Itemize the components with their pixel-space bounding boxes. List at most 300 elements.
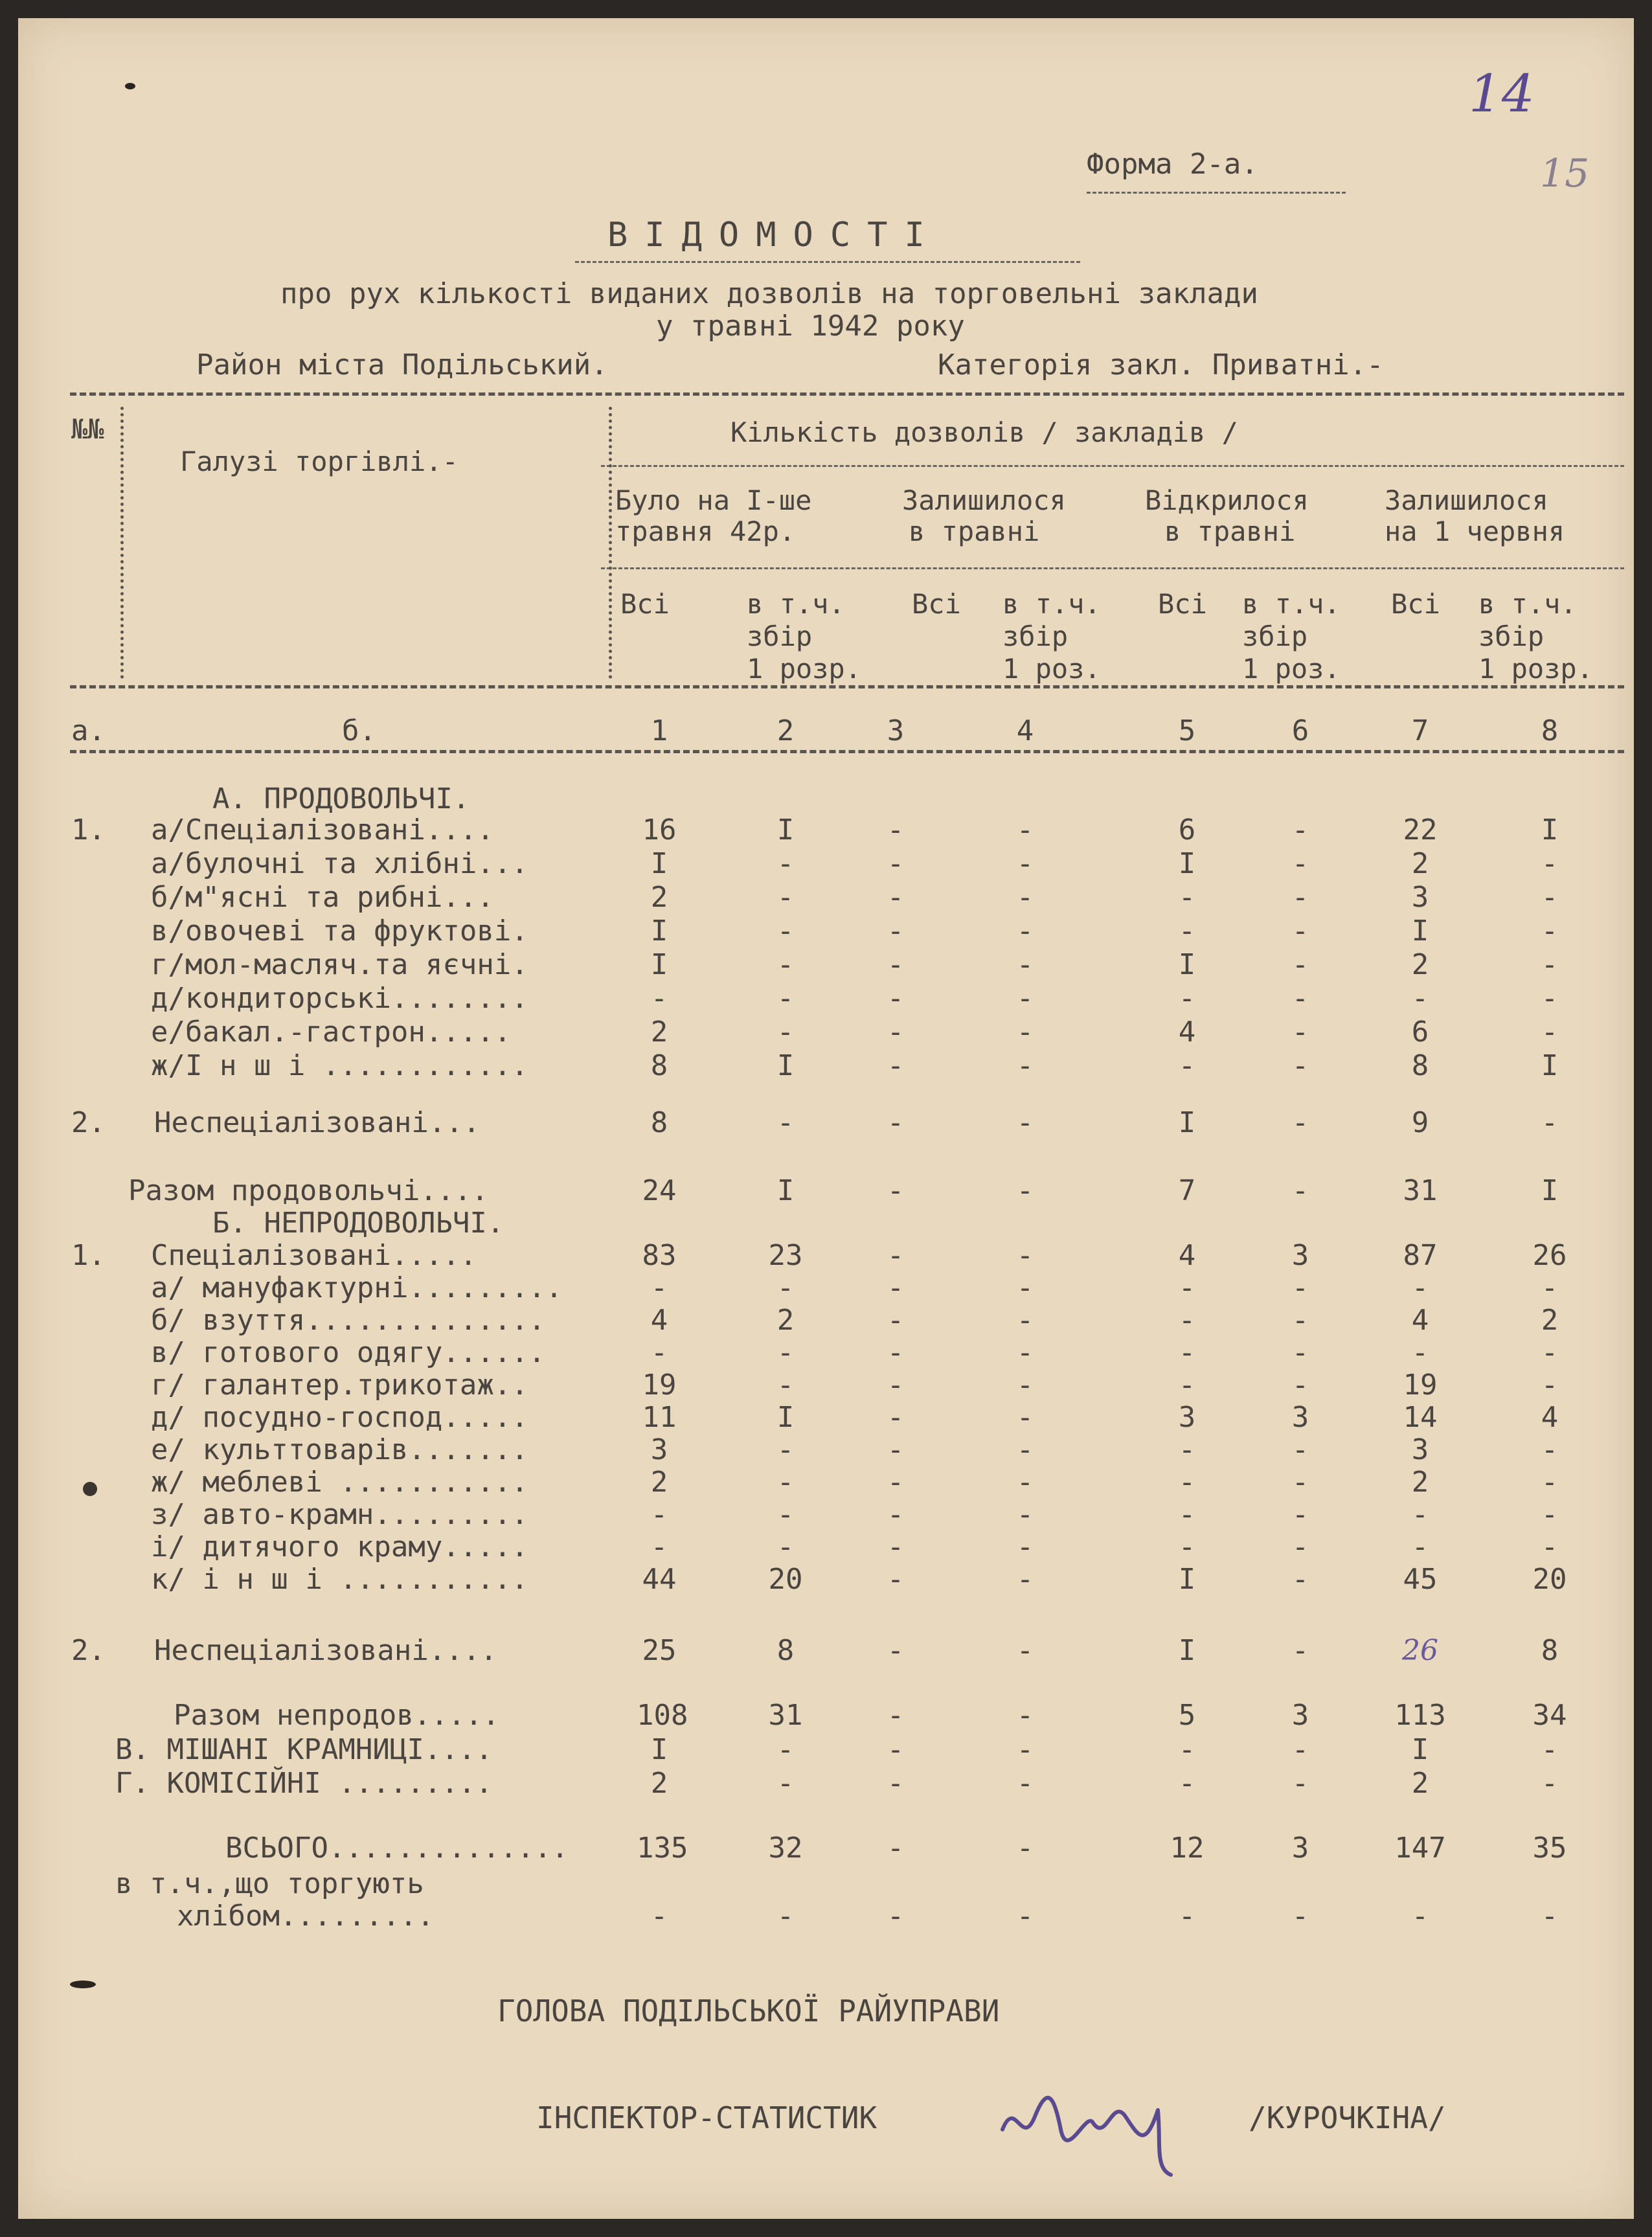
cell-7: 9 (1411, 1106, 1429, 1139)
cell-3: - (887, 847, 905, 880)
table-row (18, 1733, 1634, 1769)
row-label: Неспеціалізовані.... (154, 1634, 497, 1667)
cell-5: - (1178, 1498, 1196, 1531)
cell-3: - (887, 982, 905, 1015)
cell-3: - (887, 813, 905, 846)
cell-3: - (887, 1563, 905, 1596)
subheader-all-3: Всі (1158, 588, 1207, 620)
colnum-4: 4 (1016, 714, 1034, 747)
cell-6: - (1291, 1466, 1309, 1499)
cell-6: - (1291, 1900, 1309, 1933)
cell-4: - (1016, 881, 1034, 914)
cell-2: I (776, 1174, 795, 1207)
cell-4: - (1016, 1733, 1034, 1766)
cell-5: - (1178, 1767, 1196, 1800)
cell-4: - (1016, 1466, 1034, 1499)
cell-4: - (1016, 1368, 1034, 1402)
cell-2: - (776, 1016, 795, 1049)
cell-8: - (1541, 1530, 1559, 1563)
header-bottom-rule (70, 685, 1624, 688)
cell-5: - (1178, 914, 1196, 948)
cell-5: - (1178, 1530, 1196, 1563)
cell-5: - (1178, 1368, 1196, 1402)
cell-7: 87 (1403, 1239, 1438, 1272)
cell-6: 3 (1291, 1699, 1309, 1732)
cell-1: I (650, 948, 668, 981)
cell-4: - (1016, 948, 1034, 981)
subheader-incl-4-c: 1 розр. (1478, 653, 1594, 685)
cell-8: - (1541, 1733, 1559, 1766)
row-number: 1. (71, 813, 106, 846)
row-label: Спеціалізовані..... (151, 1239, 477, 1272)
inspector-signature-line: ІНСПЕКТОР-СТАТИСТИК (536, 2100, 877, 2135)
cell-1: 19 (642, 1368, 677, 1402)
title-underline (575, 261, 1080, 263)
cell-7: I (1411, 1733, 1429, 1766)
colnum-b: б. (342, 714, 376, 747)
district-label: Район міста Подільський. (196, 348, 608, 381)
subheader-incl-4: в т.ч. (1478, 588, 1577, 620)
cell-1: - (650, 1900, 668, 1933)
cell-5: - (1178, 1733, 1196, 1766)
cell-8: - (1541, 948, 1559, 981)
cell-6: - (1291, 1271, 1309, 1304)
cell-2: 23 (768, 1239, 803, 1272)
cell-1: 2 (650, 1767, 668, 1800)
table-row (18, 1433, 1634, 1470)
cell-3: - (887, 1049, 905, 1082)
cell-6: - (1291, 881, 1309, 914)
subheader-incl-2-b: збір (1002, 620, 1069, 652)
cell-8: - (1541, 1900, 1559, 1933)
row-label: е/ культтоварів....... (151, 1433, 528, 1466)
subheader-incl-1-c: 1 розр. (747, 653, 862, 685)
sheet-number: 14 (1469, 63, 1535, 124)
head-signature-line: ГОЛОВА ПОДІЛЬСЬКОЇ РАЙУПРАВИ (497, 1993, 1000, 2028)
cell-6: - (1291, 1433, 1309, 1466)
cell-5: - (1178, 881, 1196, 914)
cell-2: - (776, 1733, 795, 1766)
cell-8: - (1541, 1498, 1559, 1531)
cell-2: I (776, 1401, 795, 1434)
cell-2: I (776, 1049, 795, 1082)
cell-2: - (776, 1530, 795, 1563)
cell-5: I (1178, 847, 1196, 880)
cell-1: 2 (650, 1466, 668, 1499)
cell-2: - (776, 982, 795, 1015)
cell-2: - (776, 1498, 795, 1531)
category-label: Категорія закл. Приватні.- (938, 348, 1384, 381)
table-row (18, 1498, 1634, 1534)
table-row (18, 1049, 1634, 1085)
cell-4: - (1016, 1106, 1034, 1139)
table-row-subtotal (18, 1174, 1634, 1210)
table-row (18, 881, 1634, 917)
cell-5: I (1178, 948, 1196, 981)
row-label: е/бакал.-гастрон..... (151, 1016, 512, 1049)
header-period-4-line1: Залишилося (1385, 484, 1548, 516)
header-period-2-line1: Залишилося (902, 484, 1066, 516)
cell-1: 8 (650, 1106, 668, 1139)
inspector-name: /КУРОЧКІНА/ (1249, 2100, 1446, 2135)
cell-6: - (1291, 1049, 1309, 1082)
cell-8: - (1541, 1466, 1559, 1499)
row-label: г/ галантер.трикотаж.. (151, 1368, 528, 1402)
cell-1: 83 (642, 1239, 677, 1272)
cell-3: - (887, 1106, 905, 1139)
cell-5: 3 (1178, 1401, 1196, 1434)
cell-5: I (1178, 1563, 1196, 1596)
row-label: д/ посудно-господ..... (151, 1401, 528, 1434)
row-label: а/Спеціалізовані.... (151, 813, 494, 846)
period-rule (601, 567, 1624, 569)
subheader-incl-3: в т.ч. (1242, 588, 1341, 620)
cell-7: 4 (1411, 1304, 1429, 1337)
cell-2: - (776, 1433, 795, 1466)
table-row (18, 1767, 1634, 1803)
cell-8: - (1541, 1271, 1559, 1304)
table-row (18, 1530, 1634, 1567)
cell-8: - (1541, 1106, 1559, 1139)
cell-7: - (1411, 1271, 1429, 1304)
cell-2: - (776, 914, 795, 948)
table-row (18, 1466, 1634, 1502)
cell-8: - (1541, 1433, 1559, 1466)
row-label: В. МІШАНІ КРАМНИЦІ.... (115, 1733, 493, 1766)
cell-6: 3 (1291, 1239, 1309, 1272)
cell-1: I (650, 914, 668, 948)
row-label: в/ готового одягу...... (151, 1336, 546, 1369)
cell-8: 2 (1541, 1304, 1559, 1337)
cell-5: I (1178, 1634, 1196, 1667)
cell-1: - (650, 1271, 668, 1304)
cell-3: - (887, 881, 905, 914)
cell-5: - (1178, 1049, 1196, 1082)
colnum-8: 8 (1541, 714, 1559, 747)
row-number: 2. (71, 1106, 106, 1139)
cell-4: - (1016, 1049, 1034, 1082)
cell-5: - (1178, 1304, 1196, 1337)
cell-1: 24 (642, 1174, 677, 1207)
cell-1: - (650, 982, 668, 1015)
row-label: і/ дитячого краму..... (151, 1530, 528, 1563)
cell-7: - (1411, 1530, 1429, 1563)
cell-1: 2 (650, 881, 668, 914)
cell-1: 11 (642, 1401, 677, 1434)
subheader-incl-2: в т.ч. (1002, 588, 1101, 620)
cell-8: I (1541, 1049, 1559, 1082)
cell-5: - (1178, 982, 1196, 1015)
row-label: б/м"ясні та рибні... (151, 881, 494, 914)
header-branch-col: Галузі торгівлі.- (180, 446, 458, 477)
cell-6: - (1291, 1767, 1309, 1800)
document-subtitle: про рух кількості виданих дозволів на торговельні заклади (280, 277, 1258, 310)
cell-6: - (1291, 1016, 1309, 1049)
cell-4: - (1016, 1634, 1034, 1667)
cell-1: 44 (642, 1563, 677, 1596)
cell-3: - (887, 1767, 905, 1800)
cell-3: - (887, 1016, 905, 1049)
cell-4: - (1016, 1563, 1034, 1596)
cell-8: - (1541, 881, 1559, 914)
cell-4: - (1016, 1433, 1034, 1466)
table-row (18, 1634, 1634, 1670)
cell-6: - (1291, 914, 1309, 948)
cell-2: - (776, 847, 795, 880)
colnum-2: 2 (776, 714, 795, 747)
cell-4: - (1016, 1016, 1034, 1049)
row-label: хлібом......... (177, 1900, 435, 1933)
cell-4: - (1016, 813, 1034, 846)
cell-6: - (1291, 1634, 1309, 1667)
cell-7: - (1411, 1900, 1429, 1933)
cell-7: 3 (1411, 881, 1429, 914)
header-group: Кількість дозволів / закладів / (730, 416, 1238, 448)
table-row (18, 1016, 1634, 1052)
cell-4: - (1016, 1304, 1034, 1337)
row-label: ж/І н ш і ............ (151, 1049, 528, 1082)
cell-4: - (1016, 1699, 1034, 1732)
colnum-5: 5 (1178, 714, 1196, 747)
cell-7: 3 (1411, 1433, 1429, 1466)
header-period-2-line2: в травні (909, 516, 1040, 547)
table-row (18, 1368, 1634, 1405)
cell-2: - (776, 1368, 795, 1402)
colnum-7: 7 (1411, 714, 1429, 747)
row-label: б/ взуття.............. (151, 1304, 546, 1337)
cell-8: 4 (1541, 1401, 1559, 1434)
cell-8: 20 (1532, 1563, 1567, 1596)
cell-2: - (776, 1271, 795, 1304)
cell-6: - (1291, 982, 1309, 1015)
cell-3: - (887, 1466, 905, 1499)
cell-4: - (1016, 1832, 1034, 1865)
cell-7: 22 (1403, 813, 1438, 846)
cell-7-handwritten: 26 (1402, 1634, 1438, 1667)
row-label: Разом продовольчі.... (128, 1174, 489, 1207)
cell-4: - (1016, 1767, 1034, 1800)
cell-3: - (887, 1498, 905, 1531)
cell-3: - (887, 1174, 905, 1207)
cell-5: 4 (1178, 1016, 1196, 1049)
cell-5: 5 (1178, 1699, 1196, 1732)
subheader-incl-1: в т.ч. (747, 588, 845, 620)
subheader-incl-3-c: 1 роз. (1242, 653, 1341, 685)
header-num-col: №№ (71, 413, 104, 445)
row-label: а/ мануфактурні......... (151, 1271, 563, 1304)
cell-7: 2 (1411, 948, 1429, 981)
cell-1: 3 (650, 1433, 668, 1466)
document-title: ВІДОМОСТІ (607, 216, 942, 255)
cell-2: - (776, 881, 795, 914)
cell-1: - (650, 1530, 668, 1563)
cell-8: 8 (1541, 1634, 1559, 1667)
form-label: Форма 2-а. (1087, 148, 1258, 181)
cell-1: - (650, 1498, 668, 1531)
row-label: в/овочеві та фруктові. (151, 914, 528, 948)
table-row (18, 1239, 1634, 1275)
colnum-a: а. (71, 714, 106, 747)
table-row (18, 1900, 1634, 1936)
cell-8: 35 (1532, 1832, 1567, 1865)
cell-8: - (1541, 1336, 1559, 1369)
cell-7: 2 (1411, 1767, 1429, 1800)
subheader-incl-4-b: збір (1478, 620, 1545, 652)
colnum-3: 3 (887, 714, 905, 747)
table-row-grand-total (18, 1832, 1634, 1868)
table-row (18, 1304, 1634, 1340)
row-label: ВСЬОГО.............. (225, 1832, 569, 1865)
cell-2: 32 (768, 1832, 803, 1865)
cell-4: - (1016, 1498, 1034, 1531)
cell-4: - (1016, 982, 1034, 1015)
row-number: 2. (71, 1634, 106, 1667)
cell-5: - (1178, 1336, 1196, 1369)
cell-2: 20 (768, 1563, 803, 1596)
cell-3: - (887, 1368, 905, 1402)
cell-4: - (1016, 1271, 1034, 1304)
cell-4: - (1016, 1239, 1034, 1272)
cell-7: 113 (1394, 1699, 1446, 1732)
cell-1: 8 (650, 1049, 668, 1082)
cell-2: 2 (776, 1304, 795, 1337)
cell-3: - (887, 1733, 905, 1766)
header-period-3-line1: Відкрилося (1145, 484, 1309, 516)
table-row (18, 813, 1634, 850)
cell-8: 26 (1532, 1239, 1567, 1272)
header-period-1-line2: травня 42р. (615, 516, 796, 547)
cell-2: 8 (776, 1634, 795, 1667)
group-rule (601, 465, 1624, 467)
cell-4: - (1016, 847, 1034, 880)
cell-5: - (1178, 1466, 1196, 1499)
cell-6: - (1291, 1733, 1309, 1766)
cell-4: - (1016, 1174, 1034, 1207)
cell-7: 6 (1411, 1016, 1429, 1049)
row-label: Г. КОМІСІЙНІ ......... (115, 1767, 493, 1800)
table-row (18, 914, 1634, 951)
subheader-incl-3-b: збір (1242, 620, 1308, 652)
cell-7: 2 (1411, 1466, 1429, 1499)
cell-6: - (1291, 813, 1309, 846)
cell-7: 2 (1411, 847, 1429, 880)
cell-2: - (776, 948, 795, 981)
handwritten-signature-icon (996, 2071, 1210, 2181)
colnum-6: 6 (1291, 714, 1309, 747)
cell-6: - (1291, 1530, 1309, 1563)
cell-4: - (1016, 1401, 1034, 1434)
cell-8: - (1541, 982, 1559, 1015)
cell-3: - (887, 1239, 905, 1272)
table-row (18, 1563, 1634, 1599)
table-top-rule (70, 392, 1624, 396)
cell-8: 34 (1532, 1699, 1567, 1732)
cell-8: I (1541, 1174, 1559, 1207)
header-period-1-line1: Було на І-ше (615, 484, 812, 516)
cell-1: I (650, 1733, 668, 1766)
cell-6: - (1291, 1304, 1309, 1337)
cell-5: - (1178, 1900, 1196, 1933)
row-number: 1. (71, 1239, 106, 1272)
cell-3: - (887, 1634, 905, 1667)
cell-5: I (1178, 1106, 1196, 1139)
cell-1: I (650, 847, 668, 880)
cell-7: - (1411, 982, 1429, 1015)
cell-3: - (887, 1401, 905, 1434)
cell-1: 16 (642, 813, 677, 846)
cell-7: - (1411, 1498, 1429, 1531)
cell-7: 45 (1403, 1563, 1438, 1596)
row-label: к/ і н ш і ........... (151, 1563, 528, 1596)
cell-5: - (1178, 1433, 1196, 1466)
subheader-incl-2-c: 1 роз. (1002, 653, 1101, 685)
cell-3: - (887, 948, 905, 981)
subheader-all-2: Всі (912, 588, 961, 620)
cell-1: - (650, 1336, 668, 1369)
cell-8: - (1541, 914, 1559, 948)
colnum-1: 1 (650, 714, 668, 747)
cell-7: I (1411, 914, 1429, 948)
cell-6: - (1291, 1563, 1309, 1596)
cell-6: - (1291, 1174, 1309, 1207)
row-label: а/булочні та хлібні... (151, 847, 528, 880)
cell-1: 4 (650, 1304, 668, 1337)
row-label: д/кондиторські........ (151, 982, 528, 1015)
table-row-subtotal (18, 1699, 1634, 1735)
row-label: з/ авто-крамн......... (151, 1498, 528, 1531)
cell-6: - (1291, 948, 1309, 981)
cell-6: 3 (1291, 1832, 1309, 1865)
document-page (18, 18, 1634, 2219)
row-label: ж/ меблеві ........... (151, 1466, 528, 1499)
subheader-all-1: Всі (620, 588, 670, 620)
cell-1: 2 (650, 1016, 668, 1049)
cell-1: 108 (637, 1699, 688, 1732)
cell-2: - (776, 1900, 795, 1933)
cell-6: - (1291, 1368, 1309, 1402)
table-row (18, 1271, 1634, 1308)
subheader-incl-1-b: збір (747, 620, 813, 652)
cell-3: - (887, 1304, 905, 1337)
cell-6: - (1291, 1336, 1309, 1369)
ink-speck (83, 1482, 97, 1496)
table-row (18, 1106, 1634, 1142)
cell-4: - (1016, 1900, 1034, 1933)
cell-4: - (1016, 914, 1034, 948)
cell-7: 8 (1411, 1049, 1429, 1082)
cell-7: 19 (1403, 1368, 1438, 1402)
cell-7: - (1411, 1336, 1429, 1369)
cell-5: 4 (1178, 1239, 1196, 1272)
table-row (18, 847, 1634, 883)
cell-5: - (1178, 1271, 1196, 1304)
cell-2: I (776, 813, 795, 846)
cell-6: - (1291, 847, 1309, 880)
section-b-heading: Б. НЕПРОДОВОЛЬЧІ. (212, 1207, 504, 1240)
col-divider-num (120, 407, 124, 679)
cell-2: - (776, 1767, 795, 1800)
cell-4: - (1016, 1530, 1034, 1563)
cell-2: - (776, 1106, 795, 1139)
section-a-heading: А. ПРОДОВОЛЬЧІ. (212, 782, 470, 815)
cell-1: 135 (637, 1832, 688, 1865)
row-label: Неспеціалізовані... (154, 1106, 481, 1139)
cell-7: 31 (1403, 1174, 1438, 1207)
table-row (18, 948, 1634, 984)
cell-6: - (1291, 1106, 1309, 1139)
row-label: г/мол-масляч.та яєчні. (151, 948, 528, 981)
ink-speck (70, 1981, 96, 1988)
